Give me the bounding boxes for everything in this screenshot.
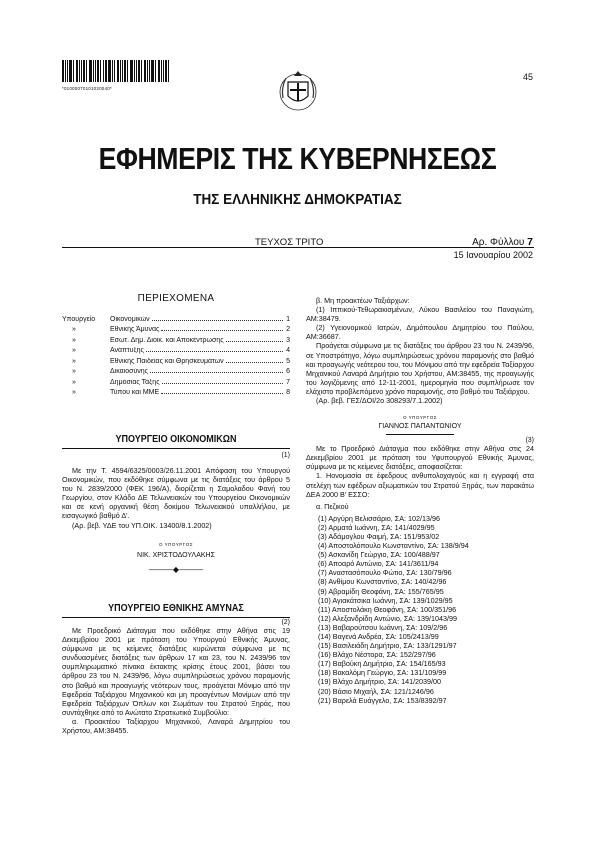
toc-page: 7	[286, 378, 290, 386]
barcode-bar	[151, 60, 154, 82]
barcode-bar	[165, 60, 167, 82]
barcode-bar	[155, 60, 156, 82]
separator-diamond-icon: ———◆———	[148, 564, 204, 574]
list-item: (16) Βλάχο Νέστορα, ΣΑ: 152/297/96	[318, 650, 436, 660]
list-item: (3) Αδάμογλου Φαιμή, ΣΑ: 151/953/02	[318, 531, 440, 541]
section-rule	[62, 448, 290, 449]
decision-text: Με Προεδρικό Διάταγμα που εκδόθηκε στην Αθήνα στις 19 Δεκεμβρίου 2001 με πρόταση του Υπουργού Εθνικής Άμυνας, σύμφωνα με τις κείμενες διατάξεις κυρώνεται σύμφωνα με τις συνδυασμένες διατάξεις των άρθρων 17 και 23, του Ν. 2439/96 τον συμπληρωματικό πίνακα έκτακτης κρίσης έτους 2001, βάσει του άρθρου 23 του Ν. 2439/96, λόγω συμπληρώσεως χρόνου παραμονής στο βαθμό και προαγωγής νεότερων τους, προάγεται Μόνιμο από την Εφεδρεία Ταξιάρχου Μηχανικού και μη προαγέντων Μονίμων από την Εφεδρεία Ταξιάρχων Όπλων και Σωμάτων του Στρατού Ξηράς, που συντάχθηκε από το Ανώτατο Στρατιωτικό Συμβούλιο:	[62, 626, 290, 717]
barcode-bar	[120, 60, 121, 82]
paragraph: Προάγεται σύμφωνα με τις διατάξεις του άρθρου 23 του Ν. 2439/96, σε Υποστράτηγο, λόγω συμπληρώσεως χρόνου παραμονής στο βαθμό και προαγωγής νεότερου του, του Μόνιμου από την εφεδρεία Ταξίαρχου Μηχανικού Λαναρά Δημήτριο του Χρήστου, ΑΜ:38455, της προαγωγής του λογιζόμενης από 12-11-2001, ημερομηνία που συμπλήρωσε τον ελάχιστο προβλεπόμενο χρόνο παραμονής, στο βαθμό του Ταξιάρχου.	[306, 341, 534, 396]
toc-item	[62, 386, 290, 397]
toc-item	[62, 333, 290, 344]
toc-page: 8	[286, 389, 290, 396]
barcode-bar	[76, 60, 78, 82]
toc-title: ΠΕΡΙΕΧΟΜΕΝΑ	[137, 293, 215, 304]
toc-name: Τύπου και ΜΜΕ	[110, 389, 160, 396]
barcode-bar	[95, 60, 96, 82]
barcode-bar	[161, 60, 162, 82]
barcode-bar	[130, 60, 133, 82]
toc-page: 2	[286, 326, 290, 333]
barcode-bar	[158, 60, 160, 82]
list-item: (15) Βασιλειάδη Δημήτριο, ΣΑ: 133/1291/97	[318, 641, 457, 651]
list-item: (2) Αρματά Ιωάννη, ΣΑ: 141/4029/95	[318, 522, 435, 532]
barcode-bar	[114, 60, 115, 82]
decision-number: (2)	[281, 619, 290, 626]
list-item: (14) Βαγενά Ανδρέα, ΣΑ: 105/2413/99	[318, 632, 439, 641]
signature-name: ΓΙΑΝΝΟΣ ΠΑΠΑΝΤΩΝΙΟΥ	[378, 423, 462, 431]
barcode-bar	[69, 60, 72, 82]
barcode-bar	[103, 60, 104, 82]
toc-leader	[226, 337, 283, 342]
decision-item: α. Προακτέου Ταξίαρχου Μηχανικού, Λαναρά Δημητρίου του Χρήστου, ΑΜ:38455.	[62, 716, 290, 736]
signature-role: Ο ΥΠΟΥΡΓΟΣ	[402, 415, 438, 421]
toc-item	[62, 323, 290, 334]
toc-ministry: »	[72, 378, 76, 386]
signature-role: Ο ΥΠΟΥΡΓΟΣ	[158, 541, 194, 547]
toc-ministry: »	[72, 347, 76, 354]
subheading: α. Πεζικού	[316, 501, 349, 511]
barcode-bar	[89, 60, 92, 82]
toc-page: 5	[286, 357, 290, 365]
barcode-bar	[122, 60, 123, 82]
barcode-bar	[127, 60, 128, 82]
barcode-bar	[83, 60, 85, 82]
sheet-value: 7	[527, 236, 533, 248]
barcode-bar	[100, 60, 101, 82]
decision-text: Με την Τ. 4594/6325/0003/26.11.2001 Απόφαση του Υπουργού Οικονομικών, που εκδόθηκε σύμφωνα με τις διατάξεις του άρθρου 5 του Ν. 2839/2000 (ΦΕΚ 196/Α), διορίζεται η Σαμολαδου Φανή του Γεωργίου, στον Κλάδο ΔΕ Τελωνειακών του Υπουργείου Οικονομικών και σε κενή οργανική θέση δοκίμου Τελωνειακού υπαλλήλου, με εισαγωγικό βαθμό Δ'.	[62, 466, 290, 521]
list-item: (5) Ασκανίδη Γεώργιο, ΣΑ: 100/488/97	[318, 550, 440, 560]
toc-leader	[162, 379, 283, 384]
decision-number: (1)	[281, 452, 290, 459]
list-item: (1) Αργύρη Βελισσάριο, ΣΑ: 102/13/96	[318, 513, 440, 523]
toc-item	[62, 312, 290, 323]
list-item: (8) Ανθίμου Κωνσταντίνο, ΣΑ: 140/42/96	[318, 577, 447, 587]
barcode-bar	[67, 60, 68, 82]
toc-ministry: »	[72, 336, 76, 344]
toc-item	[62, 354, 290, 365]
barcode-number: *01000070101020040*	[62, 86, 112, 91]
barcode-bar	[108, 60, 111, 82]
toc-leader	[146, 347, 283, 352]
toc-name: Εθνικής Άμυνας	[110, 326, 160, 333]
paragraph: Με το Προεδρικό Διάταγμα που εκδόθηκε στην Αθήνα στις 24 Δεκεμβρίου 2001 με πρόταση του Υφυπουργού Εθνικής Άμυνας, σύμφωνα με τις κείμενες διατάξεις, αποφασίζεται:	[306, 444, 534, 472]
barcode-bar	[168, 60, 169, 82]
barcode-bar	[93, 60, 94, 82]
list-item: (19) Βλάχο Δημήτριο, ΣΑ: 141/2039/00	[318, 677, 442, 687]
toc-leader	[161, 389, 283, 394]
list-item: (21) Βαρελά Ευάγγελο, ΣΑ: 153/8392/97	[318, 695, 447, 705]
toc-leader	[161, 326, 283, 331]
list-item: (11) Αποστολάκη Θεοφάνη, ΣΑ: 100/351/96	[318, 604, 457, 614]
section-heading-defence: ΥΠΟΥΡΓΕΙΟ ΕΘΝΙΚΗΣ ΑΜΥΝΑΣ	[108, 603, 244, 614]
barcode-bar	[141, 60, 142, 82]
signature-name: ΝΙΚ. ΧΡΙΣΤΟΔΟΥΛΑΚΗΣ	[137, 551, 215, 559]
barcode-bar	[136, 60, 137, 82]
list-item: (9) Αβραμίδη Θεοφάνη, ΣΑ: 155/765/95	[318, 586, 444, 596]
toc-name: Εθνικής Παιδείας και Θρησκευμάτων	[110, 357, 224, 365]
barcode-bar	[147, 60, 148, 82]
barcode-bar	[149, 60, 150, 82]
toc-ministry: »	[72, 368, 76, 375]
toc-ministry: »	[72, 389, 76, 396]
left-column-section-2	[62, 603, 290, 735]
list-item: (17) Βαβούκη Δημήτριο, ΣΑ: 154/165/93	[318, 659, 446, 669]
toc-name: Ανάπτυξης	[110, 347, 144, 354]
toc-ministry: Υπουργείο	[62, 315, 96, 323]
paragraph: β. Μη προακτέων Ταξιάρχων:	[316, 296, 410, 305]
coat-of-arms-icon	[278, 68, 318, 112]
barcode-bar	[163, 60, 164, 82]
toc-name: Εσωτ. Δημ. Διοίκ. και Αποκέντρωσης	[110, 336, 224, 344]
toc-leader	[226, 358, 283, 363]
paragraph: 1. Ηονομασία σε έφεδρους ανθυπολοχαγούς και η εγγραφή στα στελέχη των εφέδρων αξιωματικών του Στρατού Ξηράς, των παρακάτω ΔΕΑ 2000 Β' ΕΣΣΟ:	[306, 471, 534, 499]
barcode-bar	[86, 60, 87, 82]
list-item: (4) Αποστολόπουλο Κωνσταντίνο, ΣΑ: 138/9/94	[318, 541, 469, 551]
toc-item	[62, 344, 290, 355]
toc-leader	[150, 368, 283, 373]
toc-page: 3	[286, 336, 290, 344]
issue-type: ΤΕΥΧΟΣ ΤΡΙΤΟ	[255, 237, 324, 248]
section-rule	[62, 617, 290, 618]
paragraph: (1) Ιππικού-Τεθωρακισμένων, Λύκου Βασιλείου του Παναγιώτη, ΑΜ:38479.	[306, 305, 534, 324]
sheet-label: Αρ. Φύλλου	[472, 237, 525, 248]
toc-ministry: »	[72, 326, 76, 333]
barcode-bar	[79, 60, 80, 82]
toc-item	[62, 365, 290, 376]
toc-ministry: »	[72, 357, 76, 365]
barcode-bar	[62, 60, 64, 82]
barcode-bar	[138, 60, 140, 82]
list-item: (18) Βακαλόμη Γεώργιο, ΣΑ: 131/109/99	[318, 668, 447, 678]
toc-leader	[152, 316, 283, 321]
toc-page: 4	[286, 347, 290, 354]
toc-name: Οικονομικών	[110, 315, 150, 323]
toc-name: Δικαιοσύνης	[110, 368, 149, 375]
paragraph: (2) Υγειονομικού Ιατρών, Δημόπουλου Δημητρίου του Παύλου, ΑΜ:36687.	[306, 323, 534, 342]
officer-list	[306, 514, 534, 705]
list-item: (12) Αλεξανδρίδη Αντώνιο, ΣΑ: 139/1043/99	[318, 613, 458, 623]
table-of-contents	[62, 312, 290, 396]
list-item: (6) Αποαρό Αντώνιο, ΣΑ: 141/3611/94	[318, 559, 439, 569]
barcode-bar	[134, 60, 135, 82]
toc-name: Δημόσιας Τάξης	[110, 378, 160, 386]
list-item: (20) Βάσιο Μιχαήλ, ΣΑ: 121/1246/96	[318, 686, 434, 696]
barcode-bar	[112, 60, 113, 82]
toc-item	[62, 375, 290, 386]
barcode-bar	[81, 60, 82, 82]
reference-note: (Αρ. βεβ. ΥΔΕ του ΥΠ.ΟΙΚ. 13400/8.1.2002)	[72, 520, 212, 530]
barcode-bar	[73, 60, 74, 82]
list-item: (7) Αναστασόπουλο Φώτιο, ΣΑ: 130/79/96	[318, 568, 452, 578]
barcode-bar	[97, 60, 99, 82]
list-item: (13) Βαβαρούτσου Ιωάννη, ΣΑ: 109/2/96	[318, 622, 448, 632]
barcode-bar	[124, 60, 126, 82]
reference-note: (Αρ. βεβ. ΓΕΣ/ΔΟΙ/2ο 308293/7.1.2002)	[316, 396, 443, 406]
left-column-section-1	[62, 434, 290, 574]
section-heading-finance: ΥΠΟΥΡΓΕΙΟ ΟΙΚΟΝΟΜΙΚΩΝ	[115, 434, 237, 445]
page-number: 45	[522, 72, 533, 82]
decision-number: (3)	[525, 437, 534, 445]
barcode-bar	[105, 60, 107, 82]
toc-page: 1	[286, 315, 290, 323]
issue-date: 15 Ιανουαρίου 2002	[453, 250, 533, 260]
barcode-bar	[117, 60, 119, 82]
toc-page: 6	[286, 368, 290, 375]
barcode	[62, 60, 174, 88]
gazette-subtitle: ΤΗΣ ΕΛΛΗΝΙΚΗΣ ΔΗΜΟΚΡΑΤΙΑΣ	[193, 191, 402, 208]
right-column	[306, 296, 534, 705]
separator-rule	[386, 434, 454, 435]
gazette-title: ΕΦΗΜΕΡΙΣ ΤΗΣ ΚΥΒΕΡΝΗΣΕΩΣ	[98, 141, 497, 176]
list-item: (10) Αγιακάτσικα Ιωάννη, ΣΑ: 139/1029/95	[318, 595, 453, 605]
barcode-bar	[65, 60, 66, 82]
barcode-bar	[144, 60, 146, 82]
header-rule	[62, 247, 534, 248]
